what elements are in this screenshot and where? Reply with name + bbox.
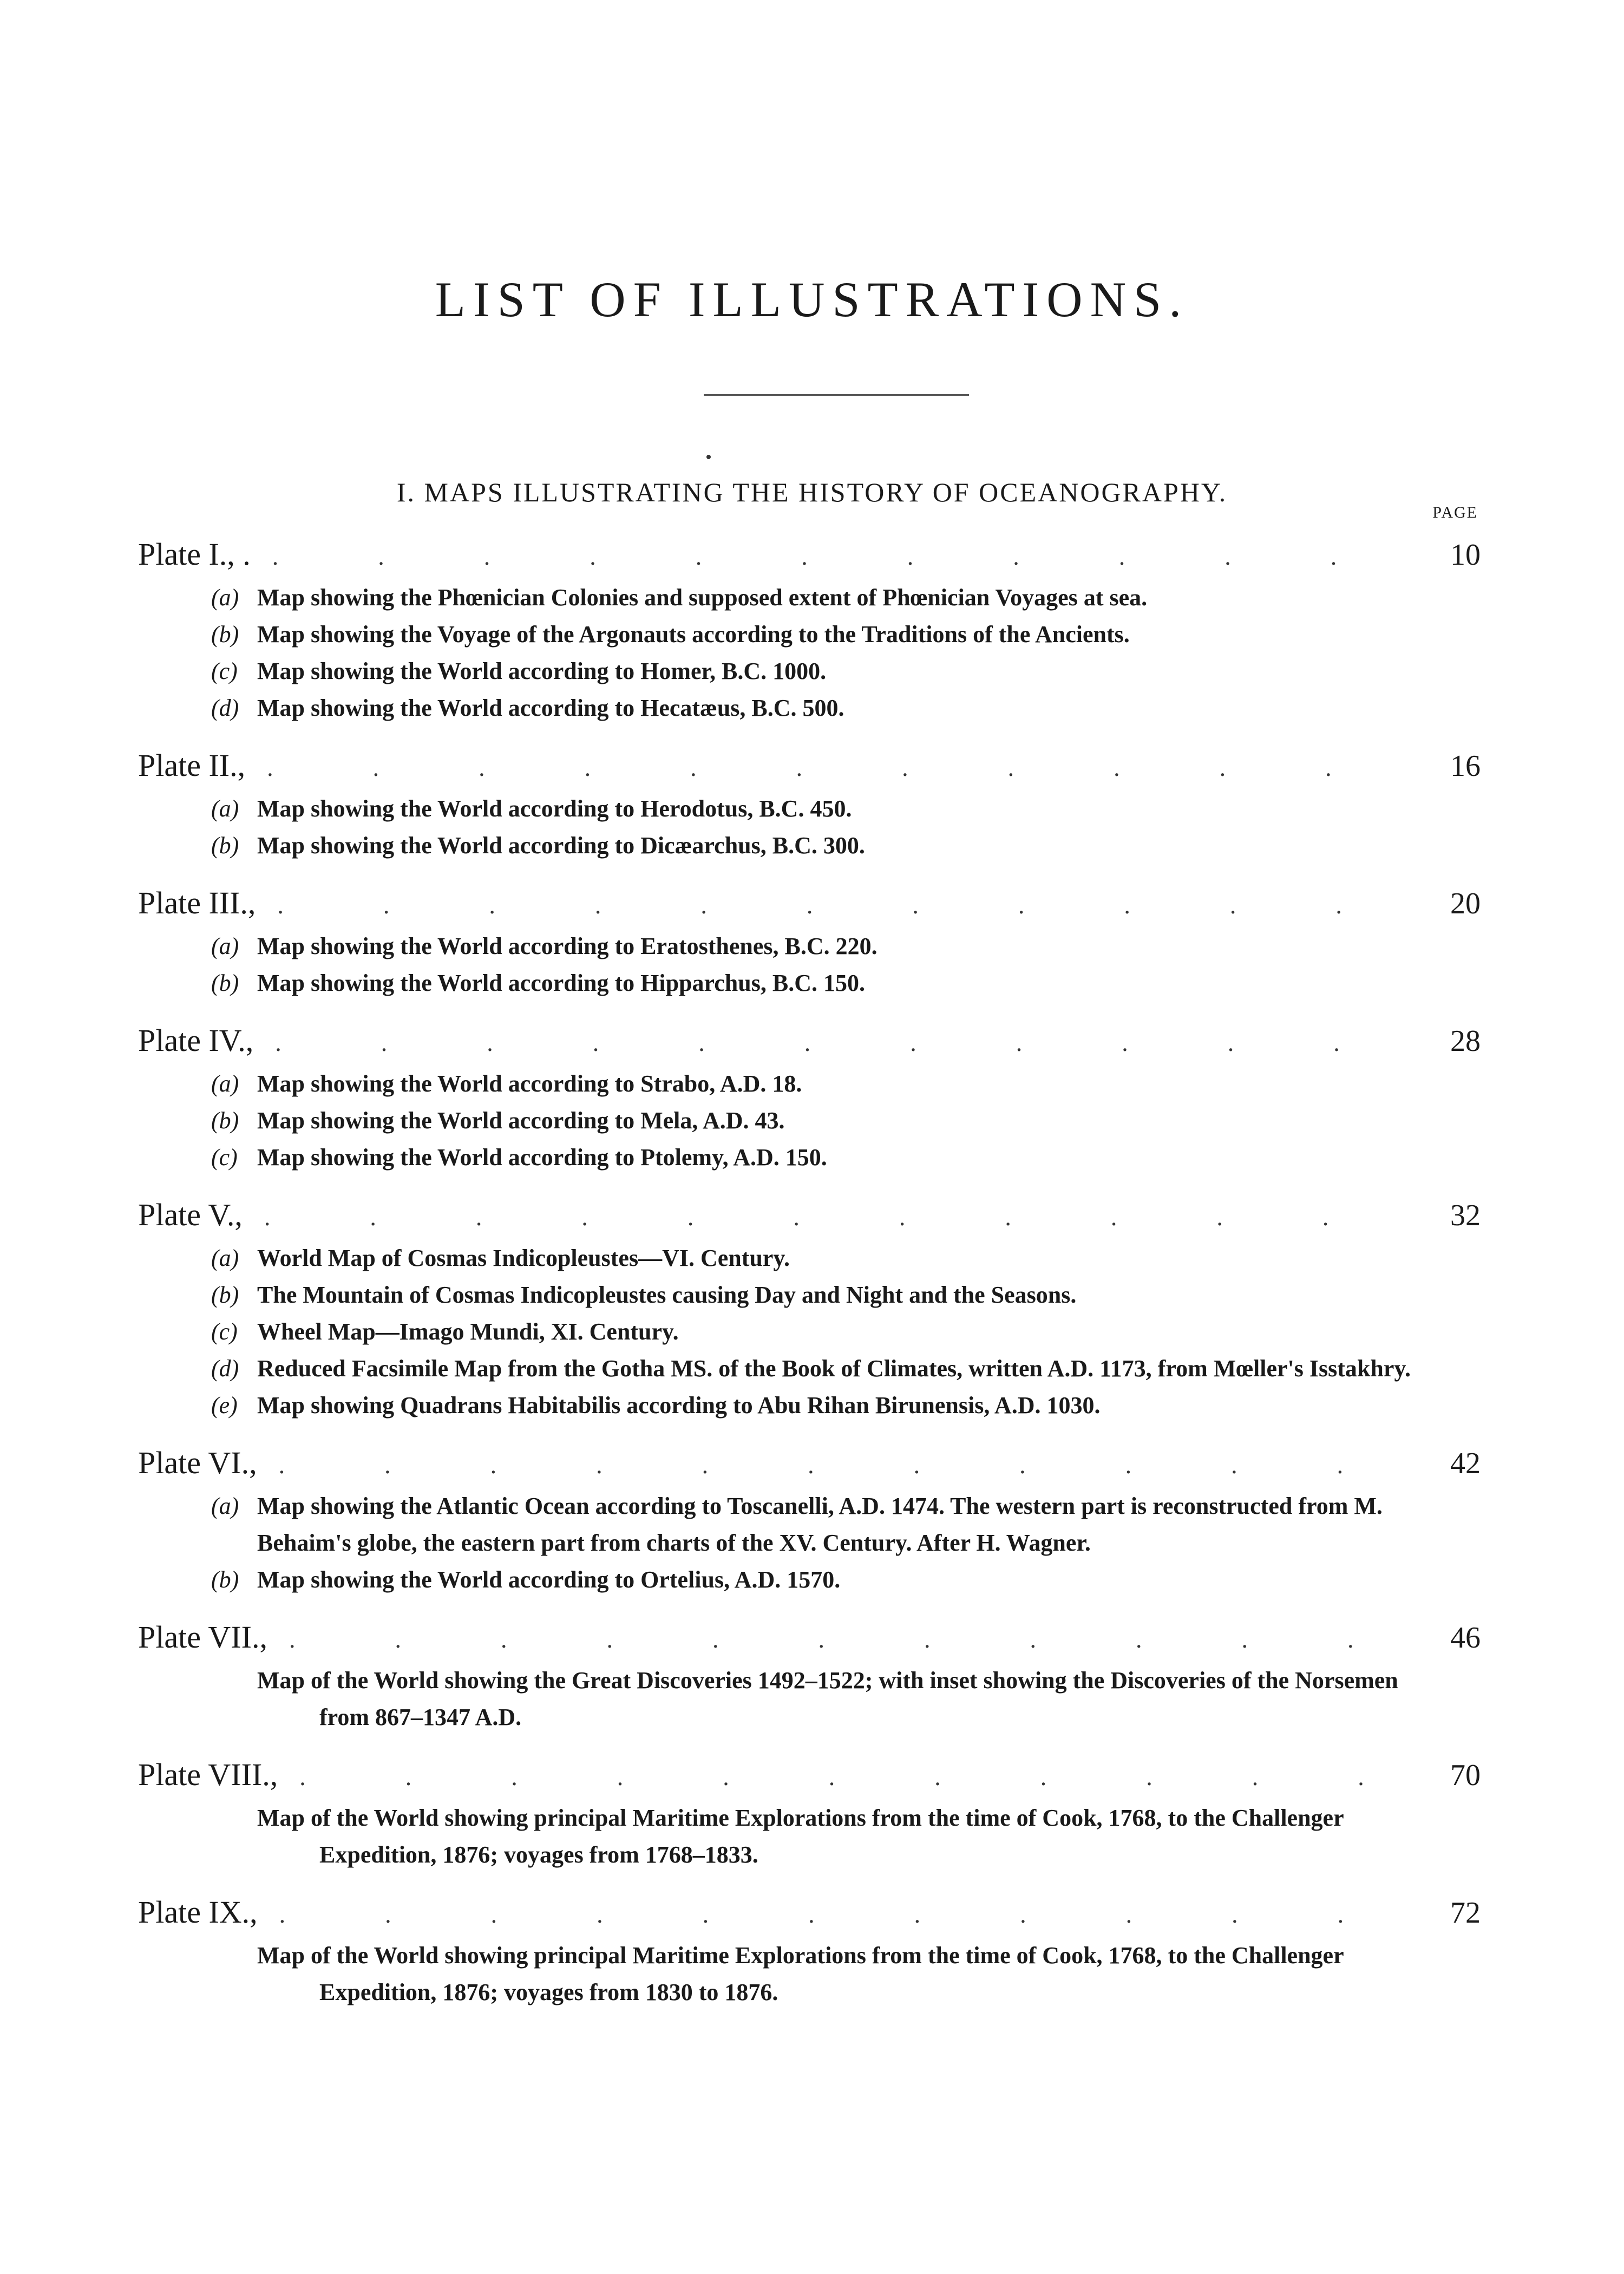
dot-leaders (275, 1028, 1399, 1057)
plate-label: Plate III., (138, 885, 256, 920)
plate-entry (138, 1022, 1481, 1176)
plate-entry (138, 1197, 1481, 1424)
map-item: (b) The Mountain of Cosmas Indicopleustes causing Day and Night and the Seasons. (211, 1282, 1077, 1308)
map-item: (c) Map showing the World according to Homer, B.C. 1000. (211, 658, 827, 684)
dot-leaders (279, 1900, 1399, 1929)
dot-leaders (299, 1762, 1399, 1791)
map-item: (b) Map showing the World according to Dicæarchus, B.C. 300. (211, 832, 865, 859)
map-item: (b) Map showing the World according to Hipparchus, B.C. 150. (211, 970, 865, 996)
plate-label: Plate VII., (138, 1619, 267, 1655)
plate-page-number: 10 (1450, 538, 1481, 572)
map-item: (c) Wheel Map—Imago Mundi, XI. Century. (211, 1318, 679, 1345)
illustrations-list (138, 536, 1481, 2031)
map-item: (a) Map showing the Phœnician Colonies and supposed extent of Phœnician Voyages at sea. (211, 584, 1148, 611)
map-item: (a) Map showing the Atlantic Ocean according to Toscanelli, A.D. 1474. The western part is reconstructed from M. Behaim's globe, the eastern part from charts of the XV. Century. After H. Wagner. (211, 1493, 1383, 1556)
plate-label: Plate VIII., (138, 1757, 278, 1792)
map-item: (d) Reduced Facsimile Map from the Gotha MS. of the Book of Climates, written A.D. 1173, from Mœller's Isstakhry. (211, 1355, 1411, 1382)
dot-leaders (267, 753, 1399, 782)
dot-leaders (272, 542, 1399, 571)
map-item: (b) Map showing the Voyage of the Argonauts according to the Traditions of the Ancients. (211, 621, 1130, 648)
plate-page-number: 32 (1450, 1199, 1481, 1232)
plate-label: Plate V., (138, 1197, 243, 1232)
plate-label: Plate II., (138, 748, 246, 783)
plate-entry (138, 1756, 1481, 1873)
section-heading: I. MAPS ILLUSTRATING THE HISTORY OF OCEANOGRAPHY. (396, 477, 1228, 507)
plate-entry (138, 747, 1481, 864)
plate-label: Plate IX., (138, 1894, 258, 1930)
page-column-label: PAGE (1432, 504, 1478, 521)
page-title: LIST OF ILLUSTRATIONS. (435, 272, 1189, 327)
map-item: (d) Map showing the World according to Hecatæus, B.C. 500. (211, 695, 844, 721)
title-divider (704, 394, 969, 396)
plate-page-number: 42 (1450, 1447, 1481, 1480)
dot-leaders (289, 1625, 1399, 1654)
plate-page-number: 28 (1450, 1024, 1481, 1058)
dot-leaders (277, 891, 1399, 919)
plate-page-number: 20 (1450, 887, 1481, 920)
plate-description: Map of the World showing principal Maritime Explorations from the time of Cook, 1768, to the Challenger Expedition, 1876; voyages from 1830 to 1876. (257, 1942, 1344, 2005)
map-item: (c) Map showing the World according to Ptolemy, A.D. 150. (211, 1144, 827, 1171)
plate-page-number: 46 (1450, 1621, 1481, 1655)
plate-label: Plate IV., (138, 1023, 254, 1058)
ornament-dot (706, 455, 711, 459)
plate-description: Map of the World showing the Great Discoveries 1492–1522; with inset showing the Discoveries of the Norsemen from 867–1347 A.D. (257, 1667, 1398, 1730)
plate-entry (138, 1894, 1481, 2011)
plate-page-number: 72 (1450, 1896, 1481, 1930)
dot-leaders (279, 1450, 1399, 1479)
map-item: (a) World Map of Cosmas Indicopleustes—VI. Century. (211, 1245, 790, 1271)
plate-label: Plate I., . (138, 537, 251, 572)
plate-entry (138, 885, 1481, 1002)
plate-label: Plate VI., (138, 1445, 257, 1480)
plate-entry (138, 1445, 1481, 1598)
plate-entry (138, 1619, 1481, 1736)
plate-page-number: 70 (1450, 1759, 1481, 1792)
map-item: (a) Map showing the World according to Strabo, A.D. 18. (211, 1070, 802, 1097)
map-item: (a) Map showing the World according to Herodotus, B.C. 450. (211, 795, 852, 822)
map-item: (e) Map showing Quadrans Habitabilis according to Abu Rihan Birunensis, A.D. 1030. (211, 1392, 1101, 1419)
plate-entry (138, 536, 1481, 727)
dot-leaders (264, 1203, 1399, 1231)
map-item: (a) Map showing the World according to Eratosthenes, B.C. 220. (211, 933, 878, 959)
map-item: (b) Map showing the World according to Ortelius, A.D. 1570. (211, 1566, 841, 1593)
plate-description: Map of the World showing principal Maritime Explorations from the time of Cook, 1768, to the Challenger Expedition, 1876; voyages from 1768–1833. (257, 1805, 1344, 1868)
plate-page-number: 16 (1450, 749, 1481, 783)
map-item: (b) Map showing the World according to Mela, A.D. 43. (211, 1107, 785, 1134)
